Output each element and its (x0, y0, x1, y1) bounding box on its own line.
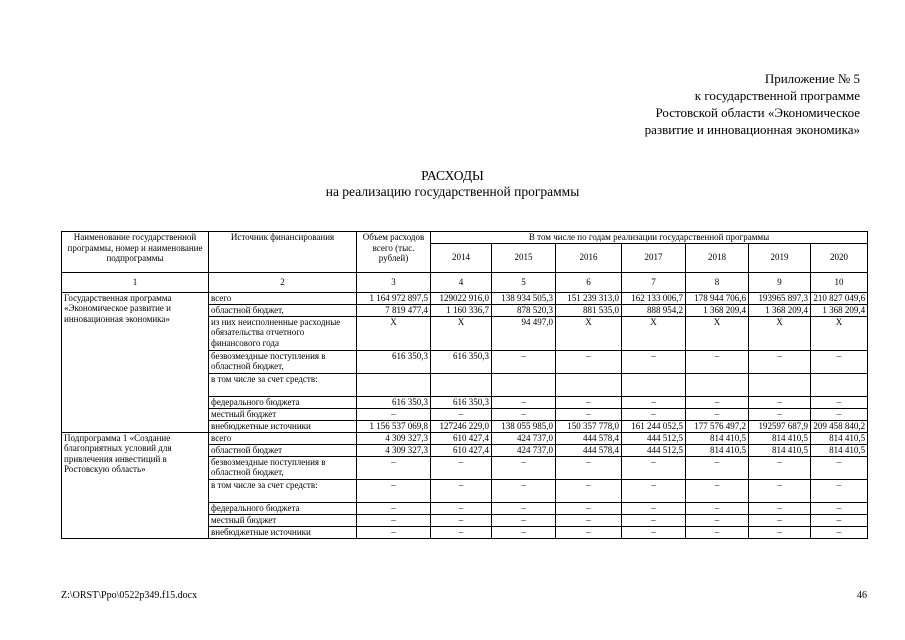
year-value: 814 410,5 (749, 444, 811, 456)
year-value: – (556, 526, 622, 538)
year-value: – (622, 526, 686, 538)
total-value: – (357, 479, 431, 502)
header-year: 2016 (556, 243, 622, 272)
year-value: – (811, 526, 868, 538)
year-value: 444 512,5 (622, 432, 686, 444)
year-value: – (749, 526, 811, 538)
year-value: – (492, 456, 556, 479)
appendix-line: к государственной программе (694, 88, 860, 103)
total-value: – (357, 456, 431, 479)
year-value: – (622, 479, 686, 502)
year-value: 881 535,0 (556, 304, 622, 316)
header-year: 2020 (811, 243, 868, 272)
header-source: Источник финансирования (209, 232, 357, 273)
year-value: 210 827 049,6 (811, 292, 868, 304)
column-number: 7 (622, 272, 686, 292)
year-value: – (749, 479, 811, 502)
header-year: 2014 (431, 243, 492, 272)
column-number: 8 (686, 272, 749, 292)
funding-source: местный бюджет (209, 408, 357, 420)
total-value (357, 373, 431, 396)
year-value: – (556, 408, 622, 420)
year-value: – (811, 479, 868, 502)
year-value: – (431, 502, 492, 514)
funding-source: безвозмездные поступления в областной бюджет, (209, 350, 357, 373)
year-value: 814 410,5 (811, 444, 868, 456)
year-value: – (686, 526, 749, 538)
table-row (62, 432, 868, 444)
year-value: – (686, 514, 749, 526)
funding-source: федерального бюджета (209, 502, 357, 514)
year-value: – (811, 456, 868, 479)
title-line-1: РАСХОДЫ (421, 168, 484, 183)
year-value: 177 576 497,2 (686, 420, 749, 432)
header-year: 2015 (492, 243, 556, 272)
file-path: Z:\ORST\Ppo\0522p349.f15.docx (61, 590, 198, 601)
year-value: 424 737,0 (492, 444, 556, 456)
year-value: – (492, 350, 556, 373)
year-value: – (492, 479, 556, 502)
total-value: 616 350,3 (357, 396, 431, 408)
appendix-line: развитие и инновационная экономика» (644, 122, 860, 137)
total-value: – (357, 514, 431, 526)
year-value: X (622, 316, 686, 350)
year-value: 610 427,4 (431, 444, 492, 456)
year-value: 814 410,5 (749, 432, 811, 444)
year-value: – (492, 408, 556, 420)
year-value: 94 497,0 (492, 316, 556, 350)
funding-source: внебюджетные источники (209, 526, 357, 538)
year-value: – (492, 502, 556, 514)
appendix-note (560, 70, 860, 138)
column-number: 4 (431, 272, 492, 292)
year-value: 193965 897,3 (749, 292, 811, 304)
table-row (62, 292, 868, 304)
year-value: – (686, 479, 749, 502)
year-value: 444 578,4 (556, 444, 622, 456)
year-value: – (622, 502, 686, 514)
funding-source: безвозмездные поступления в областной бюджет, (209, 456, 357, 479)
total-value: 4 309 327,3 (357, 444, 431, 456)
year-value: – (556, 456, 622, 479)
column-number: 10 (811, 272, 868, 292)
funding-source: местный бюджет (209, 514, 357, 526)
column-number: 1 (62, 272, 209, 292)
year-value: – (811, 396, 868, 408)
total-value: X (357, 316, 431, 350)
year-value: – (686, 408, 749, 420)
funding-source: областной бюджет (209, 444, 357, 456)
year-value: – (556, 396, 622, 408)
year-value: 127246 229,0 (431, 420, 492, 432)
year-value: 192597 687,9 (749, 420, 811, 432)
year-value: X (556, 316, 622, 350)
column-number-row (62, 272, 868, 292)
year-value: 138 934 505,3 (492, 292, 556, 304)
year-value: – (811, 408, 868, 420)
total-value: – (357, 526, 431, 538)
year-value: X (431, 316, 492, 350)
funding-source: всего (209, 432, 357, 444)
year-value: 814 410,5 (686, 444, 749, 456)
year-value (749, 373, 811, 396)
year-value: – (622, 456, 686, 479)
year-value: 150 357 778,0 (556, 420, 622, 432)
year-value: 878 520,3 (492, 304, 556, 316)
year-value: – (556, 350, 622, 373)
appendix-line: Ростовской области «Экономическое (655, 105, 860, 120)
year-value: 178 944 706,6 (686, 292, 749, 304)
year-value: 444 512,5 (622, 444, 686, 456)
year-value: X (686, 316, 749, 350)
year-value: 1 368 209,4 (686, 304, 749, 316)
year-value: 616 350,3 (431, 350, 492, 373)
year-value: 814 410,5 (811, 432, 868, 444)
funding-source: внебюджетные источники (209, 420, 357, 432)
total-value: 4 309 327,3 (357, 432, 431, 444)
total-value: 616 350,3 (357, 350, 431, 373)
header-by-years: В том числе по годам реализации государственной программы (431, 232, 868, 244)
program-name: Подпрограмма 1 «Создание благоприятных условий для привлечения инвестиций в Ростовскую область» (62, 432, 209, 538)
header-name: Наименование государственной программы, номер и наименование подпрограммы (62, 232, 209, 273)
year-value: 162 133 006,7 (622, 292, 686, 304)
column-number: 5 (492, 272, 556, 292)
year-value: – (749, 396, 811, 408)
year-value: – (431, 408, 492, 420)
page-number: 46 (857, 590, 867, 601)
year-value: – (622, 396, 686, 408)
year-value: – (492, 526, 556, 538)
year-value (556, 373, 622, 396)
header-year: 2017 (622, 243, 686, 272)
year-value: – (622, 350, 686, 373)
year-value: – (431, 526, 492, 538)
year-value: – (811, 514, 868, 526)
header-row (62, 232, 868, 244)
column-number: 3 (357, 272, 431, 292)
year-value: 888 954,2 (622, 304, 686, 316)
year-value: – (492, 396, 556, 408)
funding-source: в том числе за счет средств: (209, 373, 357, 396)
year-value: 151 239 313,0 (556, 292, 622, 304)
year-value: – (749, 350, 811, 373)
year-value: – (492, 514, 556, 526)
total-value: 1 164 972 897,5 (357, 292, 431, 304)
year-value: – (749, 502, 811, 514)
year-value: – (431, 456, 492, 479)
header-total: Объем расходов всего (тыс. рублей) (357, 232, 431, 273)
year-value: – (749, 456, 811, 479)
year-value: 610 427,4 (431, 432, 492, 444)
total-value: – (357, 502, 431, 514)
funding-source: всего (209, 292, 357, 304)
year-value: 424 737,0 (492, 432, 556, 444)
header-year: 2019 (749, 243, 811, 272)
year-value: – (749, 408, 811, 420)
header-year: 2018 (686, 243, 749, 272)
funding-source: из них неисполненные расходные обязательства отчетного финансового года (209, 316, 357, 350)
year-value: – (686, 456, 749, 479)
column-number: 9 (749, 272, 811, 292)
year-value: – (556, 514, 622, 526)
year-value: – (556, 479, 622, 502)
year-value: 444 578,4 (556, 432, 622, 444)
year-value (686, 373, 749, 396)
total-value: 7 819 477,4 (357, 304, 431, 316)
year-value: – (431, 479, 492, 502)
year-value: – (811, 350, 868, 373)
year-value (622, 373, 686, 396)
year-value: – (811, 502, 868, 514)
funding-source: федерального бюджета (209, 396, 357, 408)
year-value: – (622, 408, 686, 420)
year-value: 161 244 052,5 (622, 420, 686, 432)
year-value: 209 458 840,2 (811, 420, 868, 432)
year-value: 814 410,5 (686, 432, 749, 444)
total-value: – (357, 408, 431, 420)
expenses-table (61, 231, 868, 539)
year-value: X (749, 316, 811, 350)
year-value: – (622, 514, 686, 526)
funding-source: областной бюджет, (209, 304, 357, 316)
year-value: 616 350,3 (431, 396, 492, 408)
year-value: – (686, 502, 749, 514)
year-value: 1 368 209,4 (749, 304, 811, 316)
appendix-line: Приложение № 5 (764, 71, 860, 86)
title-line-2: на реализацию государственной программы (325, 184, 580, 199)
year-value: 138 055 985,0 (492, 420, 556, 432)
year-value: 129022 916,0 (431, 292, 492, 304)
year-value (811, 373, 868, 396)
year-value (492, 373, 556, 396)
year-value: – (749, 514, 811, 526)
document-title (0, 168, 905, 200)
year-value: – (556, 502, 622, 514)
total-value: 1 156 537 069,8 (357, 420, 431, 432)
column-number: 2 (209, 272, 357, 292)
year-value (431, 373, 492, 396)
year-value: – (686, 350, 749, 373)
program-name: Государственная программа «Экономическое развитие и инновационная экономика» (62, 292, 209, 432)
year-value: – (431, 514, 492, 526)
year-value: X (811, 316, 868, 350)
year-value: 1 160 336,7 (431, 304, 492, 316)
year-value: – (686, 396, 749, 408)
column-number: 6 (556, 272, 622, 292)
funding-source: в том числе за счет средств: (209, 479, 357, 502)
year-value: 1 368 209,4 (811, 304, 868, 316)
